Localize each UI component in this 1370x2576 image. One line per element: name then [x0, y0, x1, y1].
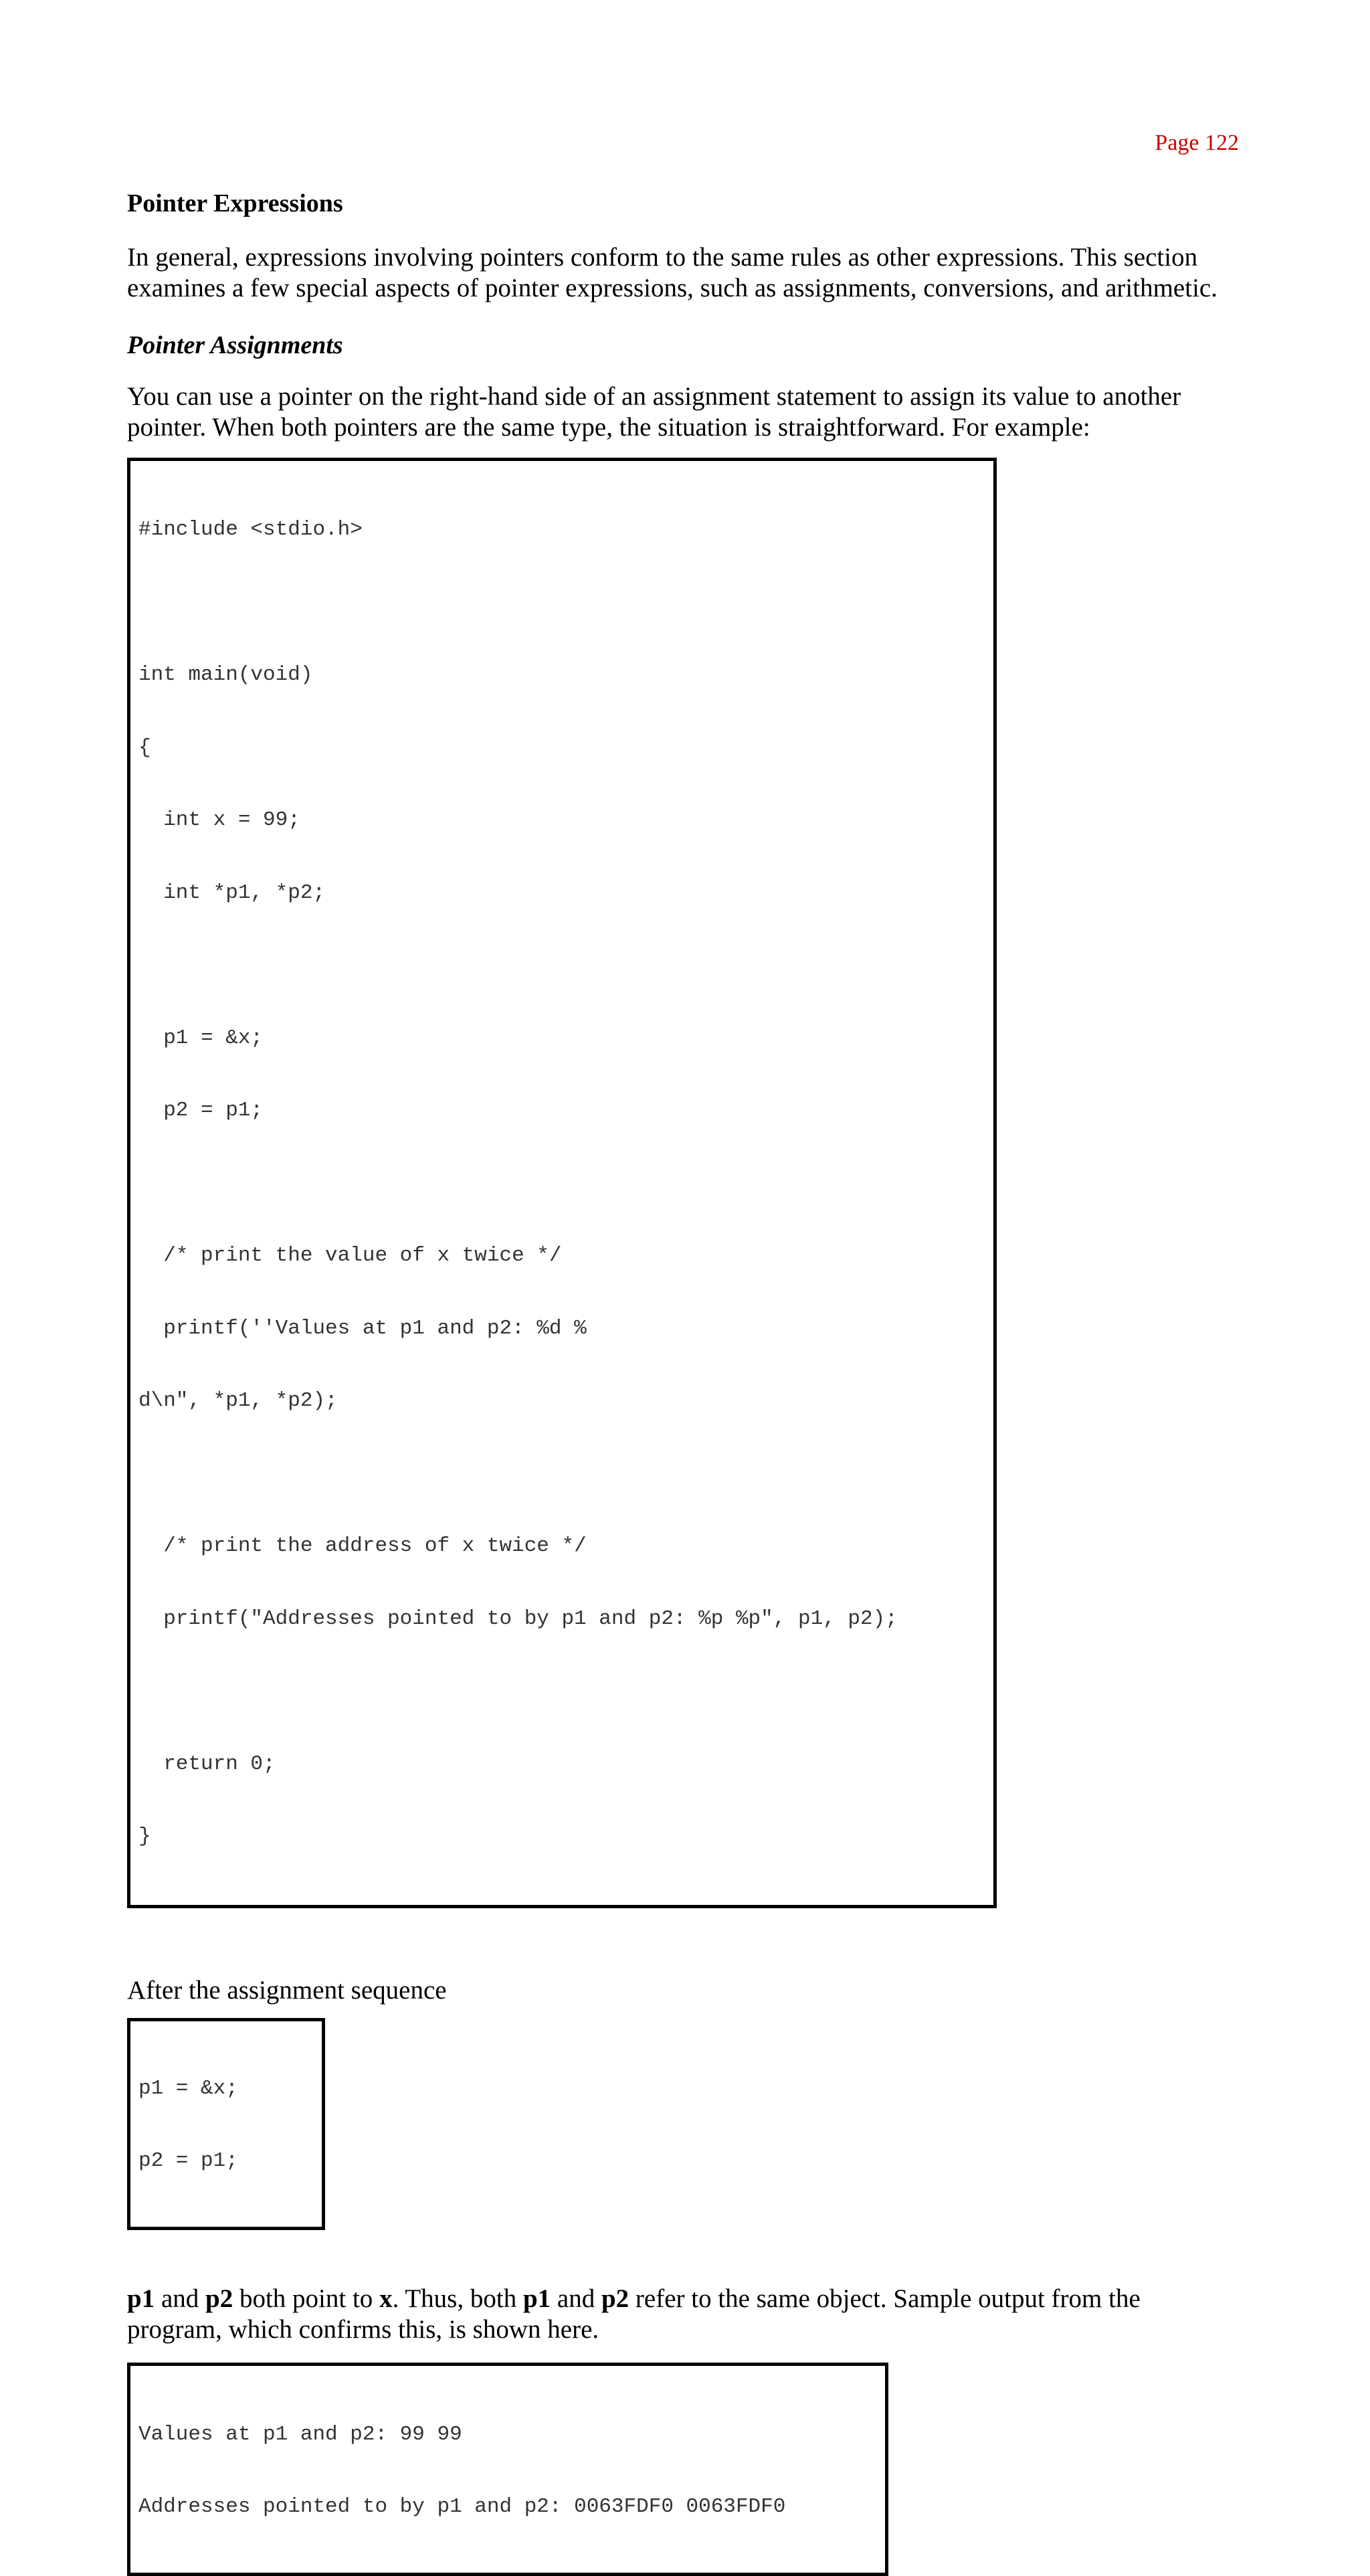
- code-line: [138, 1461, 987, 1487]
- code-term: p1: [522, 2284, 551, 2313]
- spacer: [127, 2230, 1238, 2284]
- code-term: p1: [127, 2284, 155, 2313]
- text-run: refer to the same object. Sample output from the program, which confirms this, is shown here.: [127, 2284, 1141, 2344]
- code-line: printf("Addresses pointed to by p1 and p2: %p %p", p1, p2);: [138, 1606, 898, 1631]
- code-line: p1 = &x;: [138, 1026, 264, 1050]
- subsection-heading: Pointer Assignments: [127, 331, 343, 359]
- code-line: p2 = p1;: [138, 2149, 238, 2173]
- code-term: p2: [205, 2284, 233, 2313]
- main-code-block: [127, 458, 997, 1908]
- code-line: {: [138, 735, 151, 759]
- text-run: and: [551, 2284, 601, 2313]
- code-line: [138, 953, 987, 979]
- assignment-paragraph: You can use a pointer on the right-hand side of an assignment statement to assign its value to another pointer. When both pointers are the same type, the situation is straightforward. For example:: [127, 382, 1181, 442]
- output-code-block: [127, 2363, 888, 2576]
- code-line: d\n", *p1, *p2);: [138, 1389, 338, 1412]
- page-number: Page 122: [1155, 130, 1239, 155]
- code-term: x: [379, 2284, 393, 2313]
- code-term: p2: [601, 2284, 629, 2313]
- explanation-paragraph: [127, 2284, 1238, 2345]
- code-line: /* print the value of x twice */: [138, 1244, 562, 1267]
- code-line: #include <stdio.h>: [138, 518, 363, 541]
- section-heading: Pointer Expressions: [127, 189, 343, 217]
- spacer: [127, 1908, 1238, 1975]
- page-content: [127, 187, 1238, 2576]
- code-line: Values at p1 and p2: 99 99: [138, 2422, 462, 2446]
- code-line: Addresses pointed to by p1 and p2: 0063FDF0 0063FDF0: [138, 2495, 786, 2518]
- text-run: and: [155, 2284, 206, 2313]
- code-line: /* print the address of x twice */: [138, 1534, 587, 1558]
- code-line: printf(''Values at p1 and p2: %d %: [138, 1316, 587, 1340]
- code-line: int x = 99;: [138, 808, 300, 832]
- sequence-code-block: [127, 2018, 325, 2230]
- code-line: }: [138, 1825, 151, 1848]
- code-line: return 0;: [138, 1752, 276, 1776]
- intro-paragraph: In general, expressions involving pointers conform to the same rules as other expressions. This section examines a few special aspects of pointer expressions, such as assignments, conversions, and arithmetic.: [127, 243, 1217, 302]
- text-run: . Thus, both: [392, 2284, 523, 2313]
- code-line: p2 = p1;: [138, 1099, 264, 1122]
- code-line: int *p1, *p2;: [138, 881, 326, 905]
- after-sequence-text: After the assignment sequence: [127, 1975, 447, 2005]
- code-line: [138, 1171, 987, 1197]
- code-line: p1 = &x;: [138, 2076, 238, 2100]
- text-run: both point to: [233, 2284, 380, 2313]
- code-line: [138, 590, 987, 616]
- code-line: int main(void): [138, 663, 313, 686]
- code-line: [138, 1679, 987, 1705]
